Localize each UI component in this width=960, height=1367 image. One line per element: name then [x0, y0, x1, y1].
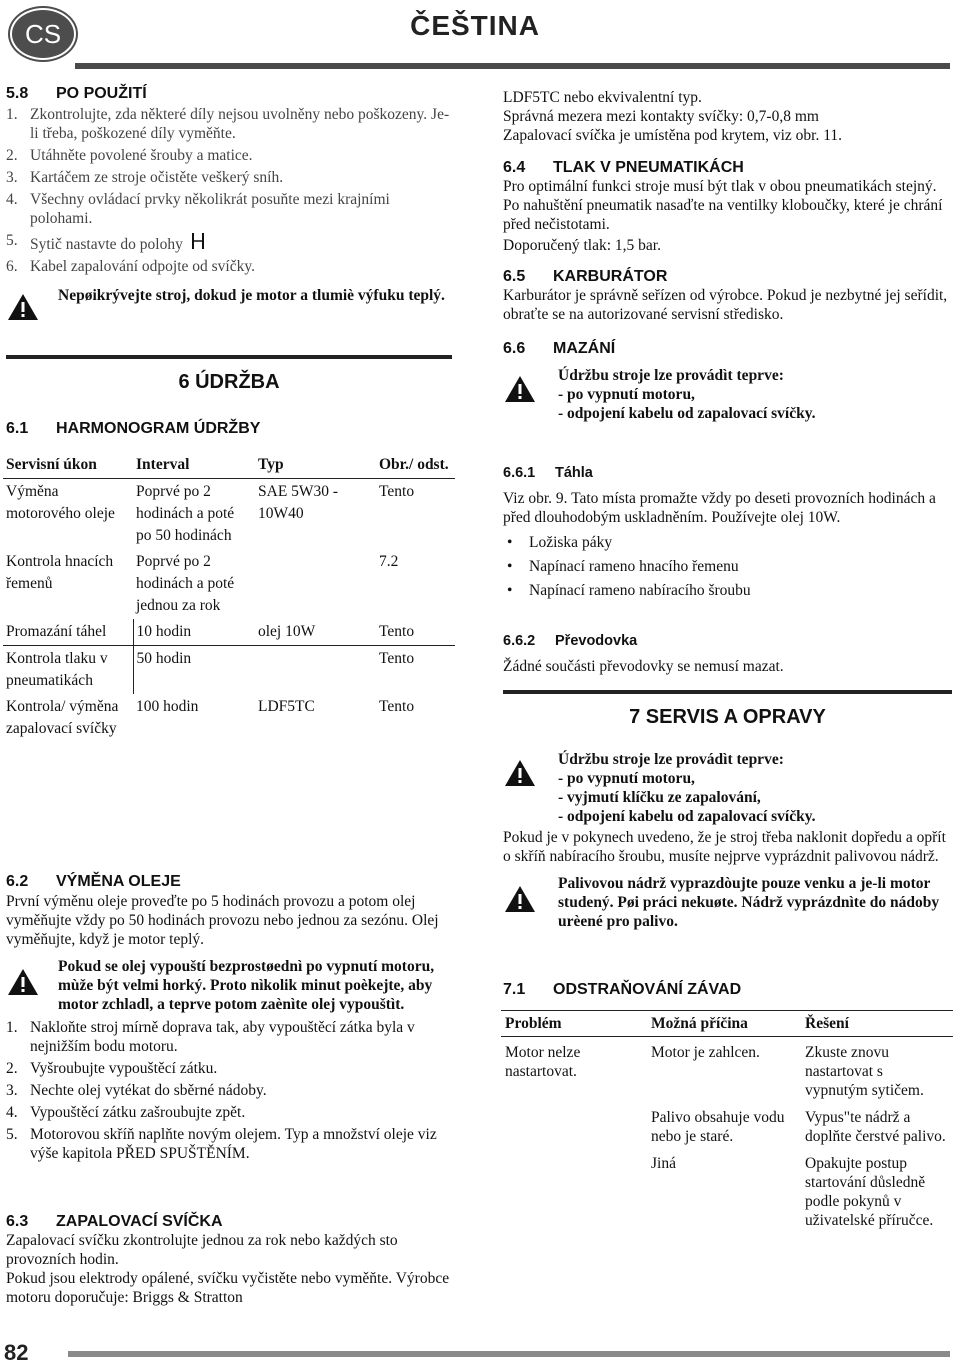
table-cell: Zkuste znovu nastartovat s vypnutým sytičem.	[805, 1044, 924, 1099]
table-header-cell: Problém	[505, 1015, 562, 1032]
table-row	[501, 1037, 953, 1105]
table-cell	[255, 549, 376, 619]
chapter-7-body	[503, 750, 953, 931]
table-cell: SAE 5W30 - 10W40	[258, 483, 339, 522]
bullet-list	[503, 533, 953, 600]
paragraph: První výměnu oleje proveďte po 5 hodinách provozu a potom olej vyměňujte vždy po 50 hodinách provozu nebo jednou za sezónu. Olej vyměňujte, když je motor teplý.	[6, 893, 439, 948]
step-item: 3. Kartáčem ze stroje očistěte veškerý sníh.	[6, 169, 284, 186]
table-cell: Kontrola/ výměna zapalovací svíčky	[6, 698, 119, 737]
steps-list	[6, 105, 452, 276]
section-heading: 6.6.2 Převodovka	[503, 633, 638, 649]
page-number: 82	[4, 1340, 29, 1365]
table-cell	[501, 1104, 647, 1150]
table-header-cell: Řešení	[805, 1015, 849, 1032]
chapter-7-heading: 7 SERVIS A OPRAVY	[503, 690, 952, 727]
table-header-cell: Obr./ odst.	[379, 456, 449, 473]
paragraph: Pro optimální funkci stroje musí být tlak v obou pneumatikách stejný. Po nahuštění pneumatik nasaďte na ventilky kloboučky, které je chrání před nečistotami.	[503, 178, 943, 233]
table-cell: Motor nelze nastartovat.	[505, 1044, 581, 1080]
list-item: • Napínací rameno nabíracího šroubu	[503, 581, 953, 600]
section-5-8	[6, 84, 452, 327]
table-header-row	[501, 1011, 953, 1037]
warning-icon	[503, 758, 537, 788]
step-item: 6. Kabel zapalování odpojte od svíčky.	[6, 258, 255, 275]
language-title: ČEŠTINA	[410, 10, 540, 41]
table-cell: Kontrola hnacích řemenů	[6, 553, 114, 592]
table-cell: Motor je zahlcen.	[651, 1044, 760, 1061]
section-6-4	[503, 158, 953, 255]
section-heading: 6.5 KARBURÁTOR	[503, 268, 668, 285]
section-6-6-1	[503, 464, 953, 605]
warning-box: Pokud se olej vypouští bezprostøednì po vypnutí motoru, mùže být velmi horký. Proto nìkolik minut poèkejte, aby motor zchladl, a teprve potom zaènìte olej vypouštìt.	[6, 957, 448, 1014]
table-cell: LDF5TC	[258, 698, 315, 715]
table-cell: Tento	[379, 483, 415, 500]
warning-box: Nepøikrývejte stroj, dokud je motor a tlumiè výfuku teplý.	[6, 286, 452, 327]
paragraph: Pokud jsou elektrody opálené, svíčku vyčistěte nebo vyměňte. Výrobce motoru doporučuje: Briggs & Stratton	[6, 1270, 450, 1306]
table-header-cell: Možná příčina	[651, 1015, 748, 1032]
section-heading: 5.8 PO POUŽITÍ	[6, 85, 147, 102]
step-item: 2. Vyšroubujte vypouštěcí zátku.	[6, 1060, 218, 1077]
step-item: 4. Všechny ovládací prvky několikrát posuňte mezi krajními polohami.	[6, 191, 390, 227]
table-row	[501, 1104, 953, 1150]
table-cell: Poprvé po 2 hodinách a poté po 50 hodinách	[136, 483, 235, 544]
paragraph: Žádné součásti převodovky se nemusí mazat.	[503, 658, 784, 675]
page-header	[0, 0, 960, 72]
section-heading: 6.2 VÝMĚNA OLEJE	[6, 873, 181, 890]
table-cell: Vypus"te nádrž a doplňte čerstvé palivo.	[805, 1109, 946, 1145]
chapter-6-heading: 6 ÚDRŽBA	[6, 355, 452, 392]
section-6-6-2	[503, 632, 953, 676]
table-cell: Promazání táhel	[3, 619, 133, 646]
steps-list	[6, 1018, 448, 1163]
section-6-6	[503, 339, 953, 423]
table-cell: Kontrola tlaku v pneumatikách	[3, 646, 133, 695]
section-7-1-heading: 7.1 ODSTRAŇOVÁNÍ ZÁVAD	[503, 981, 742, 998]
table-cell	[255, 646, 376, 695]
step-item: 1. Nakloňte stroj mírně doprava tak, aby vypouštěcí zátka byla v nejnižším bodu motoru.	[6, 1019, 415, 1055]
step-item: 4. Vypouštěcí zátku zašroubujte zpět.	[6, 1104, 246, 1121]
warning-box: Palivovou nádrž vyprazdòujte pouze venku a je-li motor studený. Pøi práci nekuøte. Nádrž vyprázdnìte do nádoby urèené pro palivo.	[503, 874, 953, 931]
paragraph: Zapalovací svíčku zkontrolujte jednou za rok nebo každých sto provozních hodin.	[6, 1232, 398, 1268]
table-row	[501, 1150, 953, 1234]
table-cell: Tento	[376, 619, 455, 646]
section-6-5	[503, 267, 953, 324]
paragraph: Pokud je v pokynech uvedeno, že je stroj třeba naklonit dopředu a opřít o skříň nabíracího šroubu, musíte nejprve vyprázdnit palivovou nádrž.	[503, 829, 946, 865]
step-item: 5. Motorovou skříň naplňte novým olejem. Typ a množství oleje viz výše kapitola PŘED SPUŠTĚNÍM.	[6, 1126, 437, 1162]
choke-position-icon	[191, 231, 205, 251]
warning-box: Údržbu stroje lze provádìt teprve: - po vypnutí motoru, - odpojení kabelu od zapalovací svíčky.	[503, 366, 953, 423]
table-row	[3, 694, 455, 742]
troubleshooting-table	[501, 1010, 953, 1234]
table-cell	[501, 1150, 647, 1234]
table-cell: Výměna motorového oleje	[6, 483, 115, 522]
step-item: 1. Zkontrolujte, zda některé díly nejsou uvolněny nebo poškozeny. Je-li třeba, poškozené díly vyměňte.	[6, 106, 450, 142]
warning-icon	[6, 292, 40, 322]
section-6-2	[6, 872, 448, 1163]
section-6-1-heading: 6.1 HARMONOGRAM ÚDRŽBY	[6, 420, 261, 437]
table-cell: Tento	[379, 698, 415, 715]
table-row	[3, 479, 455, 550]
table-row	[3, 549, 455, 619]
warning-box: Údržbu stroje lze provádìt teprve: - po vypnutí motoru, - vyjmutí klíčku ze zapalování, - odpojení kabelu od zapalovací svíčky.	[503, 750, 953, 826]
section-heading: 6.3 ZAPALOVACÍ SVÍČKA	[6, 1213, 223, 1230]
step-item: 2. Utáhněte povolené šrouby a matice.	[6, 147, 253, 164]
table-cell: 100 hodin	[136, 698, 199, 715]
paragraph: Viz obr. 9. Tato místa promažte vždy po deseti provozních hodinách a před dlouhodobým uskladněním. Používejte olej 10W.	[503, 490, 936, 526]
table-cell: 10 hodin	[133, 619, 255, 646]
paragraph: Karburátor je správně seřízen od výrobce. Pokud je nezbytné jej seřídit, obraťte se na autorizované servisní středisko.	[503, 287, 948, 323]
table-cell: Jiná	[651, 1155, 676, 1172]
paragraph: Správná mezera mezi kontakty svíčky: 0,7-0,8 mm	[503, 108, 819, 125]
table-cell: 50 hodin	[136, 650, 192, 667]
paragraph: Zapalovací svíčka je umístěna pod krytem, viz obr. 11.	[503, 127, 843, 144]
list-item: • Ložiska páky	[503, 533, 953, 552]
table-row	[3, 646, 455, 695]
section-heading: 6.6.1 Táhla	[503, 465, 593, 481]
table-cell: Tento	[379, 650, 415, 667]
header-rule	[75, 63, 950, 69]
section-heading: 6.6 MAZÁNÍ	[503, 340, 616, 357]
table-header-cell: Servisní úkon	[6, 456, 97, 473]
warning-icon	[503, 374, 537, 404]
warning-icon	[6, 967, 40, 997]
list-item: • Napínací rameno hnacího řemenu	[503, 557, 953, 576]
table-cell: Opakujte postup startování důsledně podle pokynů v uživatelské příručce.	[805, 1155, 934, 1229]
table-cell: olej 10W	[255, 619, 376, 646]
table-cell: Poprvé po 2 hodinách a poté jednou za rok	[136, 553, 235, 614]
warning-icon	[503, 884, 537, 914]
section-heading: 6.4 TLAK V PNEUMATIKÁCH	[503, 159, 744, 176]
table-cell: Palivo obsahuje vodu nebo je staré.	[651, 1109, 785, 1145]
table-header-cell: Interval	[136, 456, 190, 473]
paragraph: LDF5TC nebo ekvivalentní typ.	[503, 89, 702, 106]
table-cell: 7.2	[379, 553, 399, 570]
paragraph: Doporučený tlak: 1,5 bar.	[503, 237, 661, 254]
language-badge: CS	[10, 8, 76, 60]
section-6-3-continued	[503, 88, 953, 145]
table-header-row	[3, 452, 455, 479]
step-item: 3. Nechte olej vytékat do sběrné nádoby.	[6, 1082, 267, 1099]
footer-rule	[68, 1351, 950, 1357]
maintenance-schedule-table	[3, 452, 455, 742]
section-6-3	[6, 1212, 452, 1307]
table-row	[3, 619, 455, 646]
step-item: 5. Sytič nastavte do polohy	[6, 231, 452, 254]
table-header-cell: Typ	[258, 456, 284, 473]
